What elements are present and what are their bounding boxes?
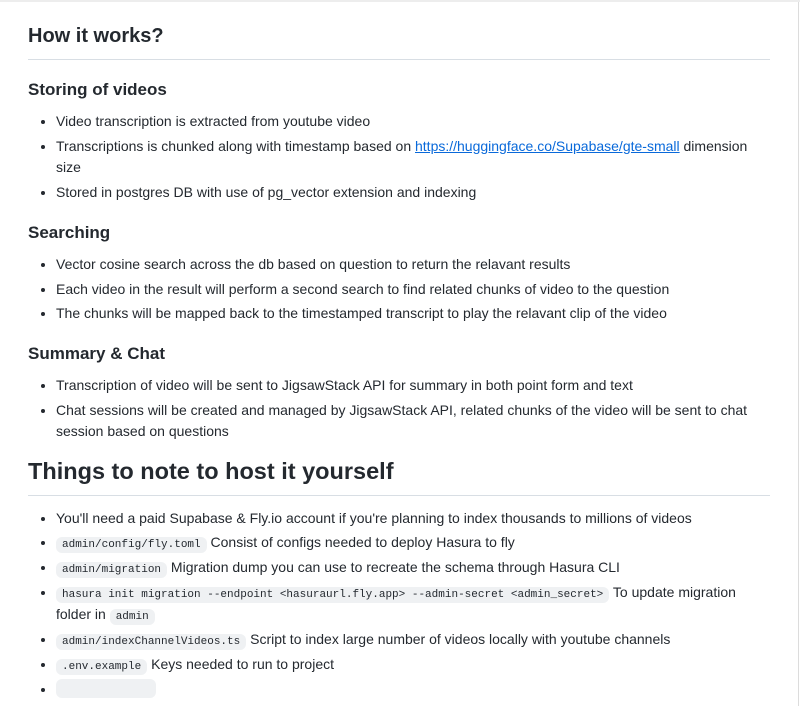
heading-storing-of-videos: Storing of videos [28, 80, 167, 99]
window-right-border [798, 2, 799, 706]
list-item [56, 508, 770, 530]
list-item-text: Transcription of video will be sent to JigsawStack API for summary in both point form and text [56, 377, 633, 394]
inline-code: admin/config/fly.toml [56, 537, 207, 553]
list-item-text: dimension size [56, 137, 748, 176]
heading-things-to-note-to-host-it-yourself: Things to note to host it yourself [28, 457, 770, 495]
list-item-text: Migration dump you can use to recreate the schema through Hasura CLI [167, 559, 620, 576]
list-item [56, 182, 770, 204]
list-item [56, 654, 770, 676]
list-item [56, 629, 770, 651]
list-item [56, 136, 770, 179]
external-link[interactable]: https://huggingface.co/Supabase/gte-small [415, 137, 680, 154]
inline-code: admin/migration [56, 562, 167, 578]
list-item-text: Script to index large number of videos locally with youtube channels [246, 630, 671, 647]
list-item-text: You'll need a paid Supabase & Fly.io account if you're planning to index thousands to millions of videos [56, 509, 692, 526]
list-item [56, 532, 770, 554]
bullet-list [28, 508, 770, 701]
bullet-list [28, 254, 770, 325]
list-item-text: Stored in postgres DB with use of pg_vector extension and indexing [56, 184, 477, 201]
list-item [56, 111, 770, 133]
list-item-text: The chunks will be mapped back to the timestamped transcript to play the relavant clip of the video [56, 305, 667, 322]
list-item-text: Each video in the result will perform a second search to find related chunks of video to the question [56, 280, 670, 297]
list-item-text: Keys needed to run to project [147, 655, 335, 672]
list-item-truncated [56, 679, 770, 701]
inline-code: admin [110, 609, 155, 625]
list-item [56, 303, 770, 325]
list-item [56, 400, 770, 443]
bullet-list [28, 111, 770, 204]
list-item [56, 582, 770, 626]
inline-code: .env.example [56, 659, 147, 675]
list-item-text: Vector cosine search across the db based on question to return the relavant results [56, 255, 571, 272]
list-item-text: Chat sessions will be created and managed by JigsawStack API, related chunks of the video will be sent to chat session based on questions [56, 401, 748, 440]
list-item-text: Consist of configs needed to deploy Hasura to fly [206, 534, 515, 551]
list-item-text: To update migration folder in [56, 584, 736, 623]
heading-summary-chat: Summary & Chat [28, 344, 165, 363]
markdown-document [0, 2, 800, 701]
list-item [56, 279, 770, 301]
heading-how-it-works: How it works? [28, 24, 770, 60]
inline-code: admin/indexChannelVideos.ts [56, 634, 246, 650]
list-item-text: Transcriptions is chunked along with timestamp based on [56, 137, 415, 154]
list-item [56, 375, 770, 397]
heading-searching: Searching [28, 222, 111, 242]
list-item [56, 254, 770, 276]
list-item [56, 557, 770, 579]
list-item-text: Video transcription is extracted from youtube video [56, 113, 371, 130]
inline-code: hasura init migration --endpoint <hasuraurl.fly.app> --admin-secret <admin_secret> [56, 587, 609, 603]
bullet-list [28, 375, 770, 443]
inline-code [56, 679, 156, 698]
